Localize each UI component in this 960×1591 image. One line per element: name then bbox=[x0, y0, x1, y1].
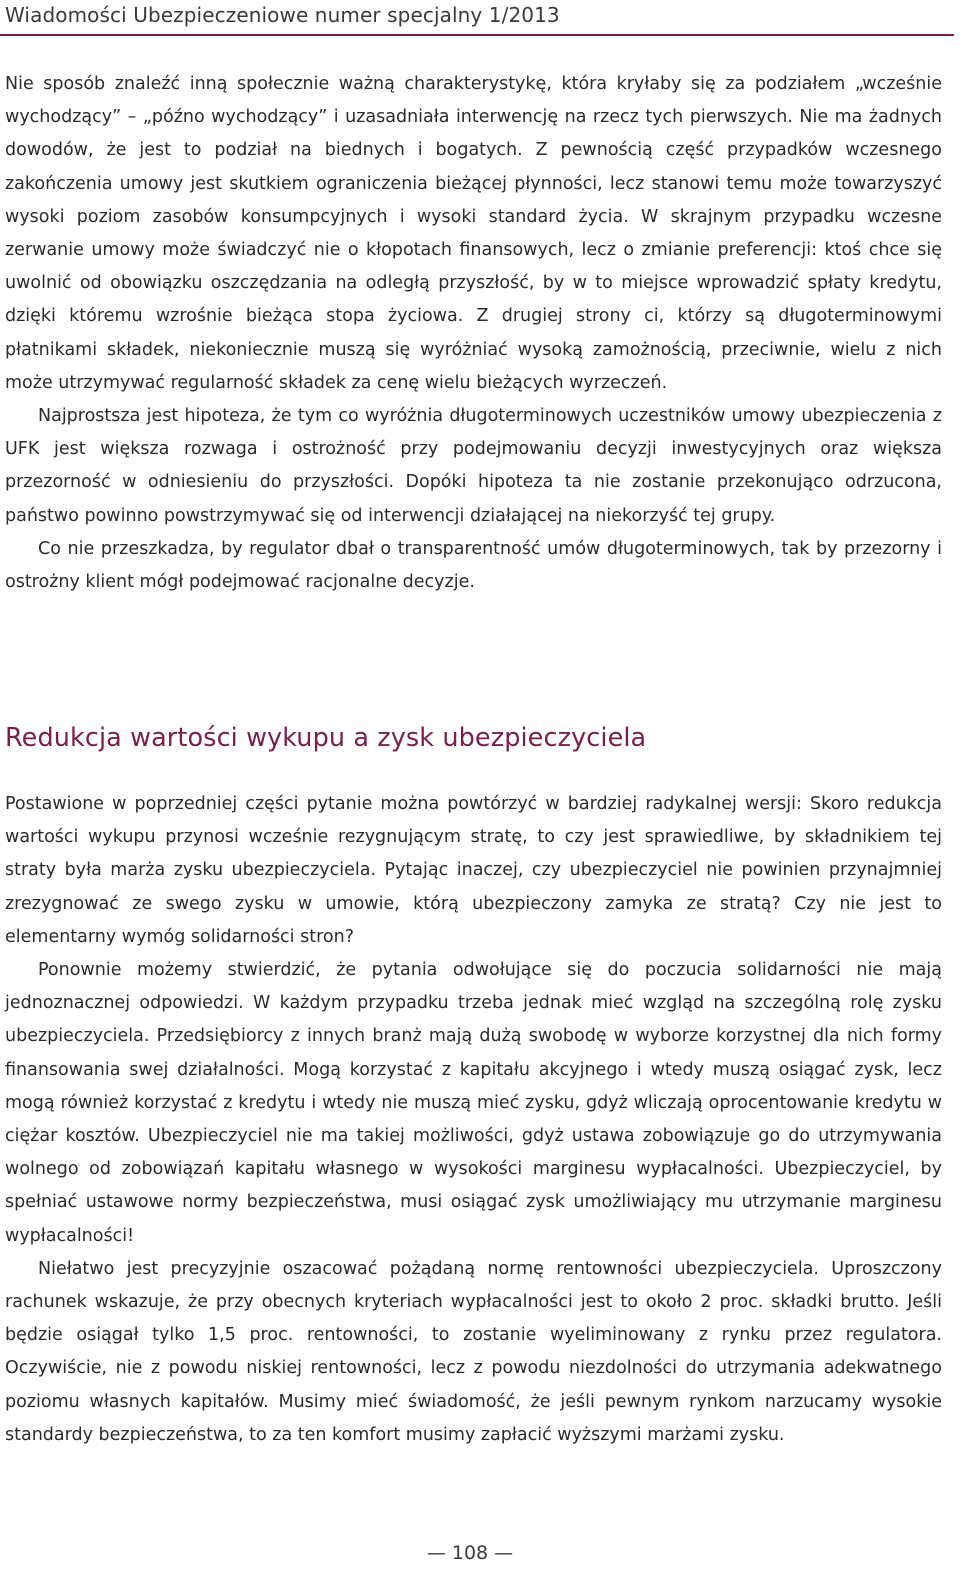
header-rule bbox=[0, 34, 954, 36]
page-number: — 108 — bbox=[426, 1542, 514, 1564]
section-1-body bbox=[5, 68, 942, 599]
paragraph: Ponownie możemy stwierdzić, że pytania odwołujące się do poczucia solidarności nie mają jednoznacznej odpowiedzi. W każdym przypadku trzeba jednak mieć wzgląd na szczególną rolę zysku ubezpieczyciela. Przedsiębiorcy z innych branż mają dużą swobodę w wyborze korzystnej dla nich formy finansowania swej działalności. Mogą korzystać z kapitału akcyjnego i wtedy muszą osiągać zysk, lecz mogą również korzystać z kredytu i wtedy nie muszą mieć zysku, gdyż wliczają oprocentowanie kredytu w ciężar kosztów. Ubezpieczyciel nie ma takiej możliwości, gdyż ustawa zobowiązuje go do utrzymywania wolnego od zobowiązań kapitału własnego w wysokości marginesu wypłacalności. Ubezpieczyciel, by spełniać ustawowe normy bezpieczeństwa, musi osiągać zysk umożliwiający mu utrzymanie marginesu wypłacalności! bbox=[5, 960, 942, 1246]
section-2-body bbox=[5, 788, 942, 1452]
paragraph: Najprostsza jest hipoteza, że tym co wyróżnia długoterminowych uczestników umowy ubezpieczenia z UFK jest większa rozwaga i ostrożność przy podejmowaniu decyzji inwestycyjnych oraz większa przezorność w odniesieniu do przyszłości. Dopóki hipoteza ta nie zostanie przekonująco odrzucona, państwo powinno powstrzymywać się od interwencji działającej na niekorzyść tej grupy. bbox=[5, 406, 942, 526]
paragraph: Co nie przeszkadza, by regulator dbał o transparentność umów długoterminowych, tak by przezorny i ostrożny klient mógł podejmować racjonalne decyzje. bbox=[5, 538, 942, 593]
paragraph: Niełatwo jest precyzyjnie oszacować pożądaną normę rentowności ubezpieczyciela. Uproszczony rachunek wskazuje, że przy obecnych kryteriach wypłacalności jest to około 2 proc. składki brutto. Jeśli będzie osiągał tylko 1,5 proc. rentowności, to zostanie wyeliminowany z rynku przez regulatora. Oczywiście, nie z powodu niskiej rentowności, lecz z powodu niezdolności do utrzymania adekwatnego poziomu własnych kapitałów. Musimy mieć świadomość, że jeśli pewnym rynkom narzucamy wysokie standardy bezpieczeństwa, to za ten komfort musimy zapłacić wyższymi marżami zysku. bbox=[5, 1258, 942, 1445]
section-heading: Redukcja wartości wykupu a zysk ubezpieczyciela bbox=[5, 723, 647, 753]
running-header: Wiadomości Ubezpieczeniowe numer specjalny 1/2013 bbox=[5, 3, 560, 27]
paragraph: Nie sposób znaleźć inną społecznie ważną charakterystykę, która kryłaby się za podziałem „wcześnie wychodzący” – „późno wychodzący” i uzasadniała interwencję na rzecz tych pierwszych. Nie ma żadnych dowodów, że jest to podział na biednych i bogatych. Z pewnością część przypadków wczesnego zakończenia umowy jest skutkiem ograniczenia bieżącej płynności, lecz stanowi temu może towarzyszyć wysoki poziom zasobów konsumpcyjnych i wysoki standard życia. W skrajnym przypadku wczesne zerwanie umowy może świadczyć nie o kłopotach finansowych, lecz o zmianie preferencji: ktoś chce się uwolnić od obowiązku oszczędzania na odległą przyszłość, by w to miejsce wprowadzić spłaty kredytu, dzięki któremu wzrośnie bieżąca stopa życiowa. Z drugiej strony ci, którzy są długoterminowymi płatnikami składek, niekoniecznie muszą się wyróżniać wysoką zamożnością, przeciwnie, wielu z nich może utrzymywać regularność składek za cenę wielu bieżących wyrzeczeń. bbox=[5, 74, 942, 393]
paragraph: Postawione w poprzedniej części pytanie można powtórzyć w bardziej radykalnej wersji: Skoro redukcja wartości wykupu przynosi wcześnie rezygnującym stratę, to czy jest sprawiedliwe, by składnikiem tej straty była marża zysku ubezpieczyciela. Pytając inaczej, czy ubezpieczyciel nie powinien przynajmniej zrezygnować ze swego zysku w umowie, którą ubezpieczony zamyka ze stratą? Czy nie jest to elementarny wymóg solidarności stron? bbox=[5, 794, 942, 947]
